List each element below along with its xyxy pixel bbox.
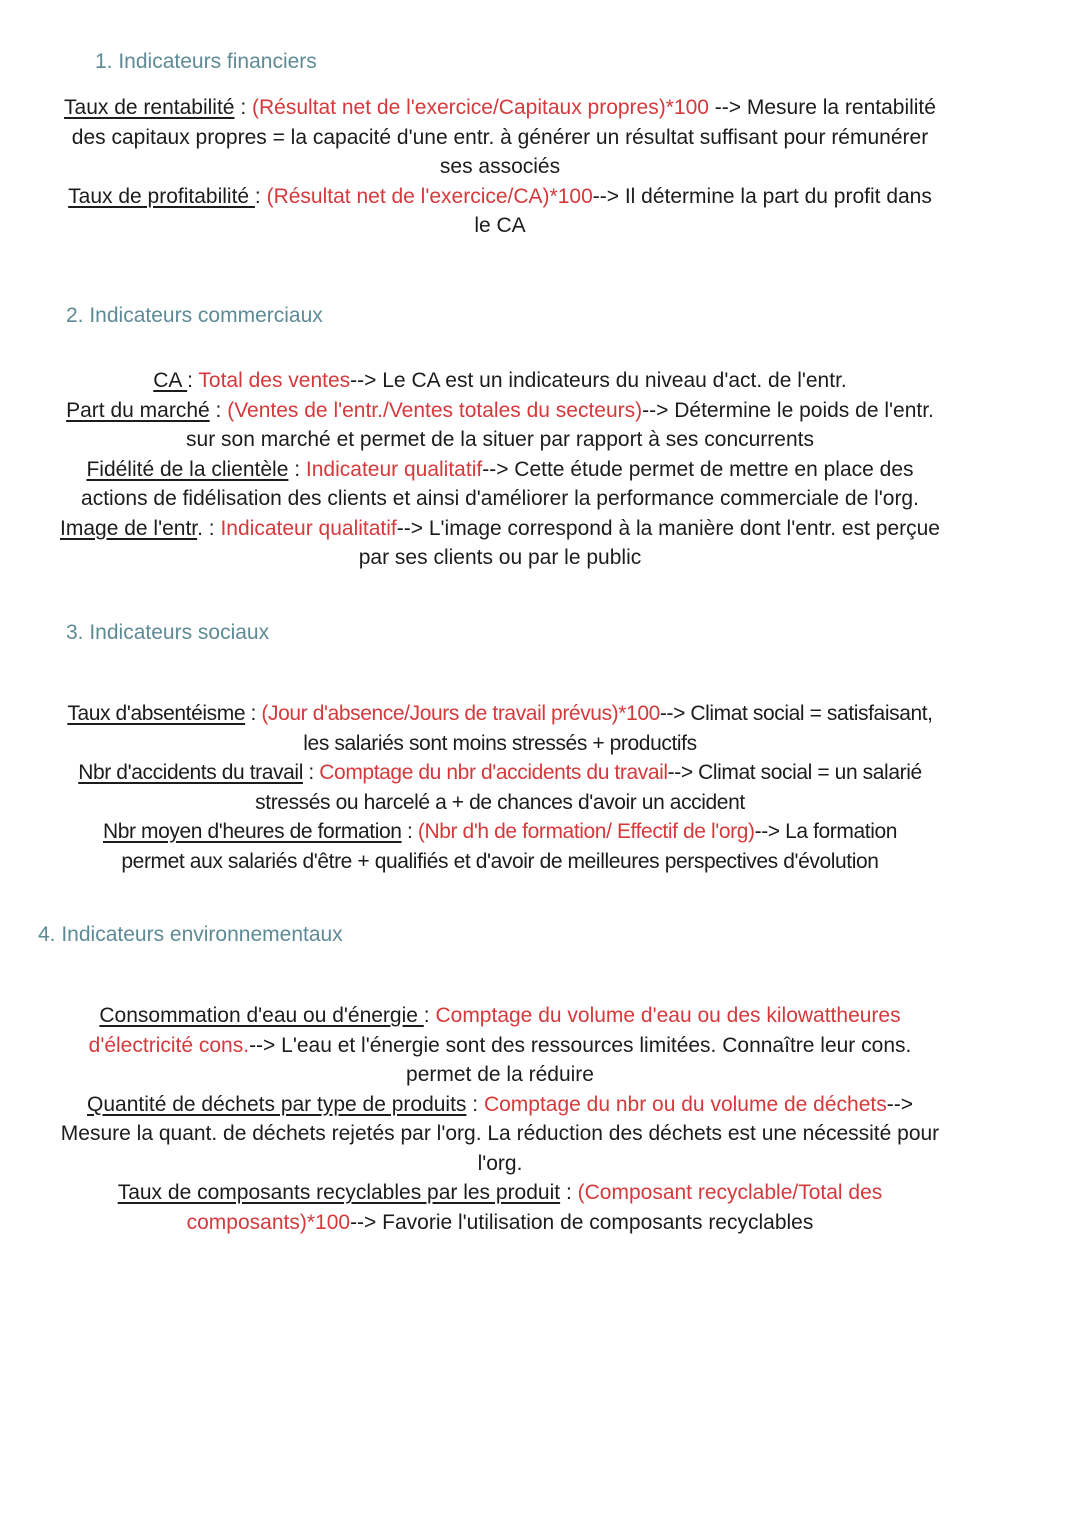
indicator-formula: Comptage du nbr ou du volume de déchets [483, 1092, 887, 1116]
section-heading-financiers: 1. Indicateurs financiers [95, 50, 317, 73]
indicator-description: l'org. [477, 1151, 523, 1175]
indicator-description: actions de fidélisation des clients et ainsi d'améliorer la performance commerciale de l'org. [81, 487, 919, 510]
indicator-term: Taux de composants recyclables par les produit [117, 1181, 561, 1204]
text-line [0, 484, 1000, 514]
text-line [0, 1208, 1000, 1238]
indicator-description: --> L'eau et l'énergie sont des ressources limitées. Connaître leur cons. [249, 1033, 912, 1057]
indicator-formula: (Résultat net de l'exercice/CA)*100 [266, 184, 593, 208]
indicator-term: Image de l'entr [60, 516, 198, 540]
indicator-formula: Comptage du nbr d'accidents du travail [319, 761, 668, 784]
indicator-description: le CA [474, 214, 526, 237]
indicator-formula: (Ventes de l'entr./Ventes totales du secteurs) [227, 398, 643, 422]
indicator-description: Mesure la quant. de déchets rejetés par l'org. La réduction des déchets est une nécessité pour [60, 1122, 940, 1145]
indicator-description: par ses clients ou par le public [358, 546, 642, 569]
text-line [0, 699, 1000, 729]
indicator-description: --> Mesure la rentabilité [708, 96, 936, 119]
indicator-description: : [254, 184, 267, 208]
indicator-description: --> La formation [754, 820, 898, 843]
indicator-term: CA [153, 369, 188, 392]
section-heading-commerciaux: 2. Indicateurs commerciaux [66, 304, 323, 327]
text-line [0, 93, 1000, 123]
section-body-financiers [0, 93, 1000, 241]
text-line [0, 366, 1000, 396]
section-heading-sociaux: 3. Indicateurs sociaux [66, 621, 270, 644]
text-line [0, 1060, 1000, 1090]
indicator-formula: Comptage du volume d'eau ou des kilowattheures [435, 1004, 901, 1027]
indicator-description: : [302, 761, 320, 784]
section-body-commerciaux [0, 366, 1000, 573]
text-line [0, 788, 1000, 818]
indicator-description: --> Climat social = un salarié [667, 761, 922, 784]
indicator-formula: Indicateur qualitatif [305, 457, 483, 481]
text-line [0, 455, 1000, 485]
indicator-formula: d'électricité cons. [88, 1033, 250, 1057]
indicator-description: sur son marché et permet de la situer par rapport à ses concurrents [186, 428, 814, 451]
indicator-description: permet de la réduire [406, 1063, 594, 1086]
indicator-term: Taux de profitabilité [68, 184, 255, 208]
indicator-formula: (Résultat net de l'exercice/Capitaux propres)*100 [252, 96, 709, 119]
text-line [0, 847, 1000, 877]
text-line [0, 1031, 1000, 1061]
indicator-description: des capitaux propres = la capacité d'une entr. à générer un résultat suffisant pour rémunérer [71, 125, 929, 149]
section-heading-environnementaux: 4. Indicateurs environnementaux [38, 923, 343, 946]
indicator-description: --> Climat social = satisfaisant, [659, 702, 933, 725]
indicator-description: : [401, 820, 418, 843]
indicator-description: permet aux salariés d'être + qualifiés et d'avoir de meilleures perspectives d'évolution [121, 849, 879, 873]
text-line [0, 729, 1000, 759]
indicator-description: --> Il détermine la part du profit dans [592, 184, 932, 208]
indicator-description: --> Cette étude permet de mettre en place des [482, 457, 914, 481]
text-line [0, 543, 1000, 573]
indicator-formula: (Composant recyclable/Total des [577, 1181, 883, 1204]
text-line [0, 152, 1000, 182]
text-line [0, 514, 1000, 544]
indicator-description: --> Détermine le poids de l'entr. [642, 398, 934, 422]
indicator-description: les salariés sont moins stressés + productifs [303, 731, 697, 755]
indicator-description: : [560, 1181, 578, 1204]
text-line [0, 182, 1000, 212]
indicator-formula: Indicateur qualitatif [220, 516, 397, 540]
indicator-description: stressés ou harcelé a + de chances d'avoir un accident [255, 790, 745, 814]
text-line [0, 758, 1000, 788]
indicator-term: Taux d'absentéisme [67, 702, 246, 725]
indicator-description: : [187, 369, 199, 392]
indicator-description: --> L'image correspond à la manière dont l'entr. est perçue [396, 516, 940, 540]
text-line [0, 1149, 1000, 1179]
indicator-description: : [209, 398, 228, 422]
text-line [0, 1090, 1000, 1120]
text-line [0, 1119, 1000, 1149]
text-line [0, 1001, 1000, 1031]
indicator-term: Nbr d'accidents du travail [78, 761, 303, 784]
indicator-description: : [423, 1004, 436, 1027]
indicator-formula: (Jour d'absence/Jours de travail prévus)*100 [261, 702, 660, 725]
indicator-description: . : [197, 516, 221, 540]
indicator-formula: (Nbr d'h de formation/ Effectif de l'org) [417, 820, 755, 843]
indicator-term: Fidélité de la clientèle [86, 457, 289, 481]
indicator-description: ses associés [439, 155, 561, 178]
indicator-description: : [234, 96, 253, 119]
indicator-term: Nbr moyen d'heures de formation [102, 820, 402, 843]
section-body-environnementaux [0, 1001, 1000, 1237]
indicator-term: Consommation d'eau ou d'énergie [99, 1004, 424, 1027]
indicator-description: : [288, 457, 306, 481]
indicator-description: --> Le CA est un indicateurs du niveau d'act. de l'entr. [350, 369, 847, 392]
indicator-formula: composants)*100 [186, 1210, 351, 1234]
indicator-term: Taux de rentabilité [64, 96, 235, 119]
indicator-description: : [245, 702, 262, 725]
text-line [0, 817, 1000, 847]
indicator-description: --> Favorie l'utilisation de composants recyclables [350, 1210, 814, 1234]
text-line [0, 1178, 1000, 1208]
indicator-term: Quantité de déchets par type de produits [87, 1092, 467, 1116]
text-line [0, 211, 1000, 241]
indicator-formula: Total des ventes [198, 369, 351, 392]
indicator-description: --> [886, 1092, 913, 1116]
text-line [0, 425, 1000, 455]
indicator-term: Part du marché [66, 398, 210, 422]
text-line [0, 396, 1000, 426]
indicator-description: : [466, 1092, 484, 1116]
text-line [0, 123, 1000, 153]
section-body-sociaux [0, 699, 1000, 876]
